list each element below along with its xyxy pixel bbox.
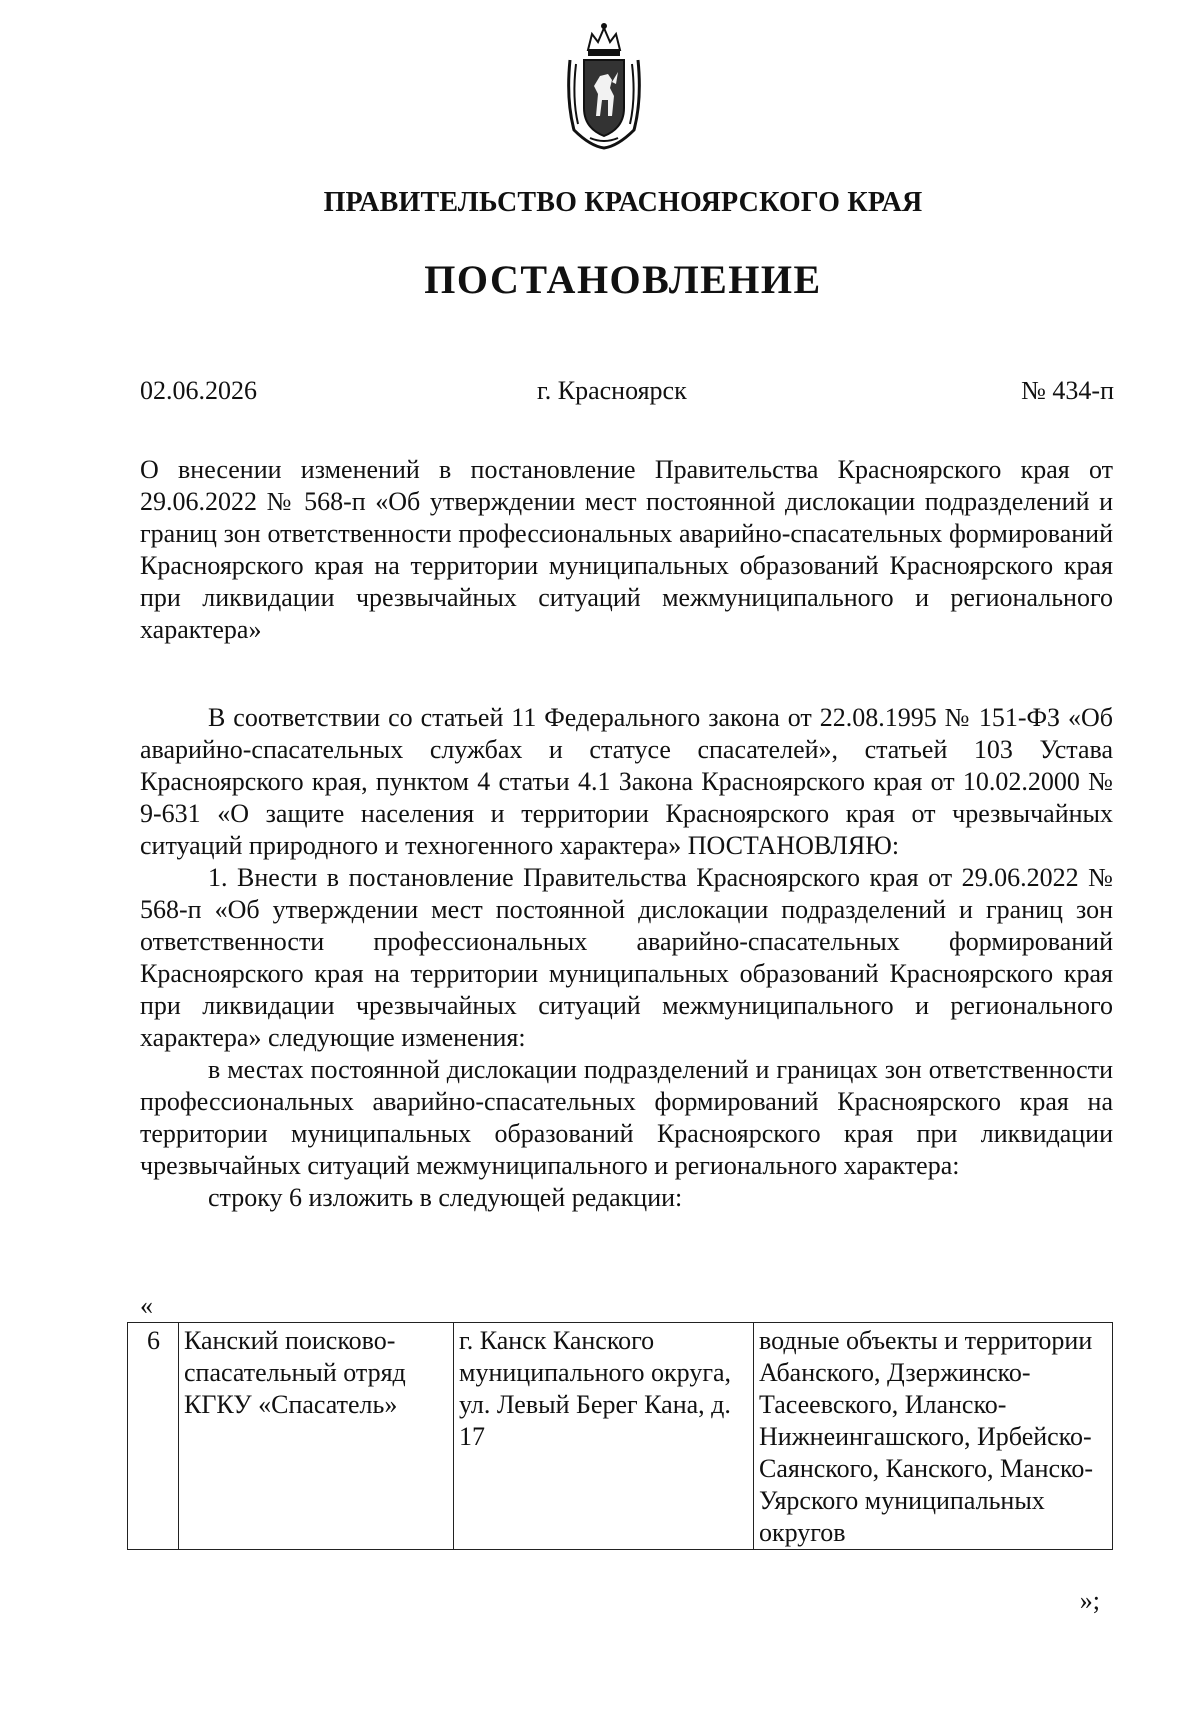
location-cell: г. Канск Канского муниципального округа, ул. Левый Берег Кана, д. 17	[454, 1323, 754, 1550]
decree-number: № 434-п	[1021, 376, 1114, 405]
opening-quote: «	[140, 1291, 153, 1320]
item-1-paragraph: 1. Внести в постановление Правительства Красноярского края от 29.06.2022 № 568-п «Об утверждении мест постоянной дислокации подразделений и границ зон ответственности профессиональных аварийно-спасательных формирований Красноярского края на территории муниципальных образований Красноярского края при ликвидации чрезвычайных ситуаций межмуниципального и регионального характера» следующие изменения:	[140, 863, 1113, 1052]
decree-body	[140, 702, 1113, 1214]
decree-type-heading: ПОСТАНОВЛЕНИЕ	[424, 257, 822, 302]
decree-date: 02.06.2026	[140, 376, 257, 405]
responsibility-zone-cell: водные объекты и территории Абанского, Дзержинско-Тасеевского, Иланско-Нижнеингашского, Ирбейско-Саянского, Канского, Манско-Уярского муниципальных округов	[754, 1323, 1113, 1550]
row-number-cell: 6	[128, 1323, 179, 1550]
decree-title: О внесении изменений в постановление Правительства Красноярского края от 29.06.2022 № 568-п «Об утверждении мест постоянной дислокации подразделений и границ зон ответственности профессиональных аварийно-спасательных формирований Красноярского края на территории муниципальных образований Красноярского края при ликвидации чрезвычайных ситуаций межмуниципального и регионального характера»	[140, 455, 1113, 644]
government-name: ПРАВИТЕЛЬСТВО КРАСНОЯРСКОГО КРАЯ	[323, 187, 923, 218]
decree-city: г. Красноярск	[537, 376, 687, 405]
closing-quote: »;	[1079, 1586, 1100, 1615]
subitem-paragraph: в местах постоянной дислокации подразделений и границах зон ответственности профессиональных аварийно-спасательных формирований Красноярского края на территории муниципальных образований Красноярского края при ликвидации чрезвычайных ситуаций межмуниципального и регионального характера:	[140, 1055, 1113, 1180]
coat-of-arms-icon	[560, 20, 648, 150]
preamble-paragraph: В соответствии со статьей 11 Федерального закона от 22.08.1995 № 151-ФЗ «Об аварийно-спасательных службах и статусе спасателей», статьей 103 Устава Красноярского края, пунктом 4 статьи 4.1 Закона Красноярского края от 10.02.2000 № 9-631 «О защите населения и территории Красноярского края от чрезвычайных ситуаций природного и техногенного характера» ПОСТАНОВЛЯЮ:	[140, 703, 1113, 860]
amendment-table	[127, 1322, 1113, 1550]
unit-name-cell: Канский поисково-спасательный отряд КГКУ «Спасатель»	[179, 1323, 454, 1550]
instruction-paragraph: строку 6 изложить в следующей редакции:	[208, 1183, 683, 1212]
table-row	[128, 1323, 1113, 1550]
